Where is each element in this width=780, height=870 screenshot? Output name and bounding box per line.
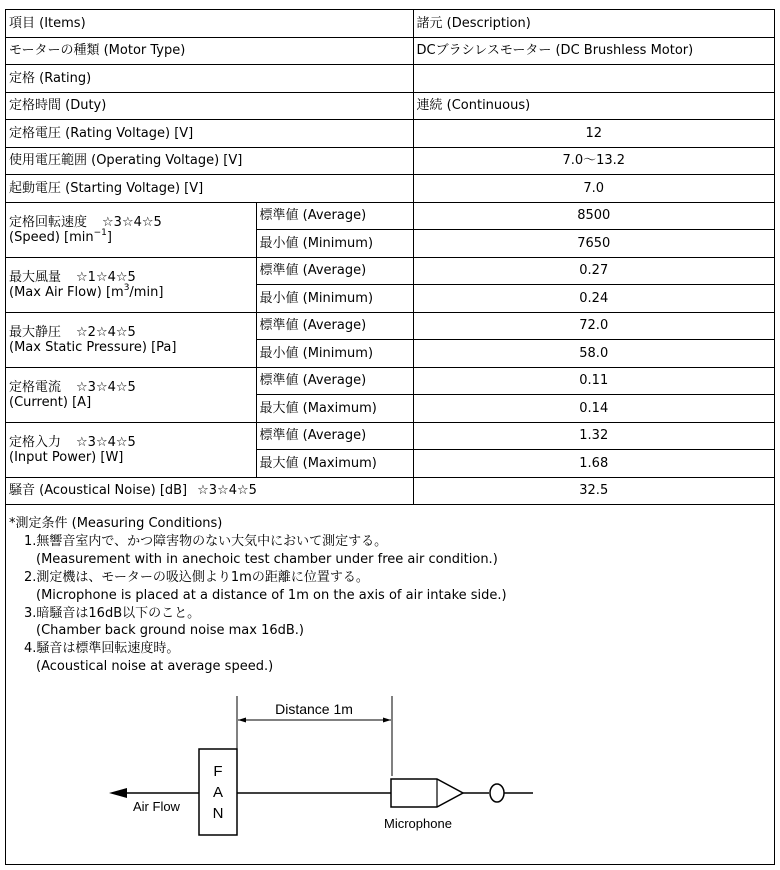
microphone-label: Microphone [384, 816, 452, 831]
diagram-svg [101, 696, 561, 846]
measurement-diagram [101, 696, 561, 850]
noise-label [6, 477, 413, 505]
value-kind: 標準値 (Average) [256, 422, 413, 450]
group-label-en: (Speed) [min [9, 229, 94, 245]
description-header: 諸元 (Description) [413, 10, 774, 37]
group-label-en: (Current) [A] [9, 394, 92, 410]
value-kind: 標準値 (Average) [256, 257, 413, 285]
spec-value: 0.27 [413, 257, 774, 285]
group-label-en: (Input Power) [W] [9, 449, 124, 465]
condition-item-jp: 2.測定機は、モーターの吸込側より1mの距離に位置する。 [24, 569, 369, 585]
spec-value [413, 65, 774, 93]
spec-value: DCブラシレスモーター (DC Brushless Motor) [413, 37, 774, 65]
header-row [6, 10, 774, 37]
spec-value: 8500 [413, 202, 774, 230]
fan-letter-n: N [212, 805, 224, 822]
condition-item-jp: 4.騒音は標準回転速度時。 [24, 641, 180, 657]
items-header: 項目 (Items) [6, 10, 413, 37]
spec-row [6, 92, 774, 120]
spec-table [6, 10, 774, 505]
airflow-arrow-head [109, 788, 127, 798]
group-label-jp: 最大風量 [9, 269, 62, 285]
airflow-label: Air Flow [133, 799, 180, 814]
spec-value: 1.32 [413, 422, 774, 450]
condition-item-jp: 1.無響音室内で、かつ障害物のない大気中において測定する。 [24, 533, 388, 549]
spec-sheet [5, 9, 775, 865]
spec-value: 7.0 [413, 175, 774, 203]
stars-note: ☆3☆4☆5 [76, 379, 136, 395]
spec-row [6, 422, 774, 450]
noise-row [6, 477, 774, 505]
measuring-conditions [9, 515, 507, 676]
cable-loop [490, 784, 504, 802]
spec-value: 7.0～13.2 [413, 147, 774, 175]
value-kind: 最小値 (Minimum) [256, 340, 413, 368]
group-label-en-end: /min] [129, 284, 164, 300]
group-label [6, 422, 256, 477]
group-label [6, 367, 256, 422]
group-label [6, 202, 256, 257]
spec-value: 連続 (Continuous) [413, 92, 774, 120]
spec-row [6, 120, 774, 148]
condition-item-jp: 3.暗騒音は16dB以下のこと。 [24, 605, 201, 621]
value-kind: 最大値 (Maximum) [256, 450, 413, 478]
group-label-jp: 定格回転速度 [9, 214, 88, 230]
value-kind: 最小値 (Minimum) [256, 230, 413, 258]
spec-value: 1.68 [413, 450, 774, 478]
condition-item-en: (Acoustical noise at average speed.) [36, 659, 274, 675]
spec-value: 0.24 [413, 285, 774, 313]
spec-value: 72.0 [413, 312, 774, 340]
microphone-shape [391, 779, 463, 807]
group-label-jp: 最大静圧 [9, 324, 62, 340]
dimension-arrow-right [383, 718, 391, 723]
spec-item-label: 定格 (Rating) [6, 65, 413, 93]
spec-item-label: 起動電圧 (Starting Voltage) [V] [6, 175, 413, 203]
value-kind: 標準値 (Average) [256, 312, 413, 340]
unit-superscript: −1 [93, 227, 107, 238]
spec-row [6, 147, 774, 175]
spec-item-label: 使用電圧範囲 (Operating Voltage) [V] [6, 147, 413, 175]
fan-letter-a: A [212, 784, 224, 801]
stars-note: ☆3☆4☆5 [76, 434, 136, 450]
spec-value: 0.11 [413, 367, 774, 395]
condition-item-en: (Microphone is placed at a distance of 1m on the axis of air intake side.) [36, 587, 507, 603]
condition-item-en: (Measurement with in anechoic test chamber under free air condition.) [36, 551, 498, 567]
noise-value: 32.5 [413, 477, 774, 505]
condition-item-en: (Chamber back ground noise max 16dB.) [36, 623, 304, 639]
stars-note: ☆2☆4☆5 [76, 324, 136, 340]
spec-value: 58.0 [413, 340, 774, 368]
dimension-arrow-left [238, 718, 246, 723]
unit-superscript: 3 [123, 282, 130, 293]
spec-row [6, 37, 774, 65]
spec-value: 7650 [413, 230, 774, 258]
spec-item-label: 定格電圧 (Rating Voltage) [V] [6, 120, 413, 148]
value-kind: 標準値 (Average) [256, 202, 413, 230]
stars-note: ☆3☆4☆5 [102, 214, 162, 230]
spec-item-label: 定格時間 (Duty) [6, 92, 413, 120]
spec-row [6, 312, 774, 340]
group-label-jp: 定格入力 [9, 434, 62, 450]
group-label-en: (Max Air Flow) [m [9, 284, 124, 300]
spec-value: 12 [413, 120, 774, 148]
group-label [6, 312, 256, 367]
group-label [6, 257, 256, 312]
spec-row [6, 367, 774, 395]
spec-row [6, 257, 774, 285]
value-kind: 最小値 (Minimum) [256, 285, 413, 313]
stars-note: ☆3☆4☆5 [197, 483, 257, 499]
group-label-en-end: ] [106, 229, 112, 245]
value-kind: 標準値 (Average) [256, 367, 413, 395]
spec-row [6, 202, 774, 230]
spec-value: 0.14 [413, 395, 774, 423]
distance-label: Distance 1m [275, 701, 353, 717]
conditions-title: *測定条件 (Measuring Conditions) [9, 516, 223, 531]
spec-row [6, 175, 774, 203]
fan-letter-f: F [213, 763, 223, 780]
group-label-en: (Max Static Pressure) [Pa] [9, 339, 177, 355]
noise-item: 騒音 (Acoustical Noise) [dB] [9, 483, 188, 499]
spec-row [6, 65, 774, 93]
spec-item-label: モーターの種類 (Motor Type) [6, 37, 413, 65]
stars-note: ☆1☆4☆5 [76, 269, 136, 285]
value-kind: 最大値 (Maximum) [256, 395, 413, 423]
group-label-jp: 定格電流 [9, 379, 62, 395]
